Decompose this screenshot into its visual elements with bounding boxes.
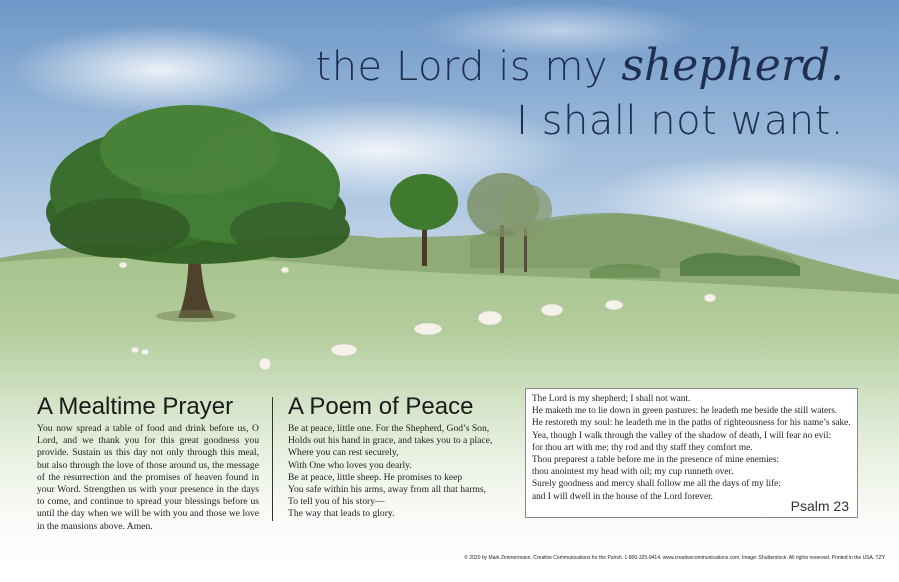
psalm-line: and I will dwell in the house of the Lord forever. bbox=[532, 491, 713, 502]
mealtime-prayer-title: A Mealtime Prayer bbox=[37, 393, 234, 420]
psalm-reference: Psalm 23 bbox=[790, 498, 849, 514]
poem-line: Be at peace, little one. For the Shepherd, God’s Son, bbox=[288, 423, 490, 434]
poem-line: Where you can rest securely, bbox=[288, 447, 399, 459]
poem-line: With One who loves you dearly. bbox=[288, 459, 412, 471]
headline bbox=[316, 40, 844, 147]
poem-line: To tell you of his story— bbox=[288, 496, 385, 508]
psalm-line: He maketh me to lie down in green pastures: he leadeth me beside the still waters. bbox=[532, 406, 838, 417]
poem-line: The way that leads to glory. bbox=[288, 508, 395, 520]
poem-of-peace-text bbox=[288, 423, 508, 521]
psalm-line: Yea, though I walk through the valley of the shadow of death, I will fear no evil: bbox=[532, 430, 832, 441]
poem-line: Holds out his hand in grace, and takes you to a place, bbox=[288, 435, 493, 447]
headline-prefix: the Lord is my bbox=[315, 44, 609, 90]
psalm-23-box bbox=[525, 388, 858, 518]
mealtime-prayer-section bbox=[37, 393, 259, 533]
psalm-line: He restoreth my soul: he leadeth me in the paths of righteousness for his name’s sake. bbox=[532, 418, 851, 429]
column-divider bbox=[272, 397, 273, 521]
psalm-line: Surely goodness and mercy shall follow me all the days of my life: bbox=[532, 479, 781, 490]
poem-line: Be at peace, little sheep. He promises to keep bbox=[288, 471, 463, 483]
mealtime-prayer-text: You now spread a table of food and drink before us, O Lord, and we thank you for this great goodness you provide. Sustain us this day not only through this meal, but also through the love of those around us, the message of the resurrection and the promises of heaven found in your Word. Strengthen us with your presence in the days to come, and continue to spread your blessings before us until the day when we will be with you and those we love in the mansions above. Amen. bbox=[37, 423, 259, 532]
headline-script-word: shepherd. bbox=[621, 40, 844, 91]
poem-line: You safe within his arms, away from all that harms, bbox=[288, 484, 487, 496]
headline-line-2: I shall not want. bbox=[516, 98, 844, 144]
psalm-line: The Lord is my shepherd; I shall not want. bbox=[532, 394, 691, 404]
psalm-line: thou anointest my head with oil; my cup runneth over. bbox=[532, 467, 734, 478]
headline-line-1 bbox=[316, 40, 844, 93]
psalm-line: Thou preparest a table before me in the presence of mine enemies: bbox=[532, 455, 780, 466]
poem-of-peace-title: A Poem of Peace bbox=[288, 393, 474, 420]
psalm-line: for thou art with me; thy rod and thy staff they comfort me. bbox=[532, 442, 753, 453]
poem-of-peace-section bbox=[288, 393, 508, 521]
copyright-footer: © 2020 by Mark Zimmermann. Creative Communications for the Parish. 1-800-325-9414. www.creativecommunications.com. Image: Shutterstock. All rights reserved. Printed in the USA. TZY bbox=[464, 555, 885, 561]
